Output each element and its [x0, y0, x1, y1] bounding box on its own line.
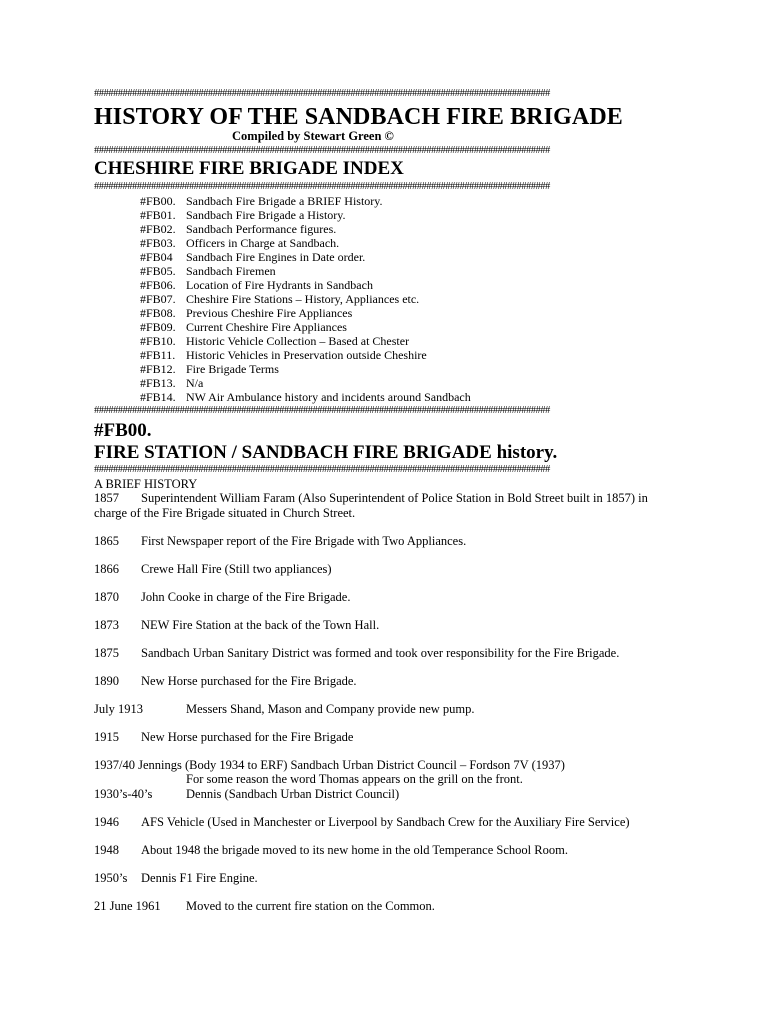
history-entry	[94, 702, 475, 717]
index-code: #FB03.	[140, 236, 176, 250]
history-text: Messers Shand, Mason and Company provide new pump.	[186, 702, 475, 716]
index-item	[140, 334, 471, 348]
history-year: 1890	[94, 674, 119, 688]
history-year: 1915	[94, 730, 119, 744]
index-code: #FB14.	[140, 390, 176, 404]
index-text: Sandbach Firemen	[186, 264, 276, 278]
index-item	[140, 236, 471, 250]
history-entry	[94, 843, 568, 858]
hash-separator: ################################################################################################	[94, 181, 550, 192]
index-item	[140, 320, 471, 334]
history-year: 1865	[94, 534, 119, 548]
history-text: Dennis (Sandbach Urban District Council)	[186, 787, 400, 801]
history-text: Dennis F1 Fire Engine.	[141, 871, 258, 885]
index-item	[140, 208, 471, 222]
index-code: #FB13.	[140, 376, 176, 390]
history-year: July 1913	[94, 702, 143, 716]
history-year: 1870	[94, 590, 119, 604]
document-title: HISTORY OF THE SANDBACH FIRE BRIGADE	[94, 104, 623, 130]
index-text: Location of Fire Hydrants in Sandbach	[186, 278, 373, 292]
history-year: 1930’s-40’s	[94, 787, 153, 801]
index-text: NW Air Ambulance history and incidents around Sandbach	[186, 390, 471, 404]
history-text: New Horse purchased for the Fire Brigade.	[141, 674, 357, 688]
index-text: Officers in Charge at Sandbach.	[186, 236, 340, 250]
index-item	[140, 306, 471, 320]
brief-history-label: A BRIEF HISTORY	[94, 477, 198, 491]
index-text: Sandbach Fire Brigade a BRIEF History.	[186, 194, 383, 208]
history-text: Moved to the current fire station on the Common.	[186, 899, 435, 913]
history-year: 1948	[94, 843, 119, 857]
index-code: #FB07.	[140, 292, 176, 306]
history-year: 1873	[94, 618, 119, 632]
history-entry	[94, 562, 332, 577]
hash-separator: ################################################################################################	[94, 145, 550, 156]
index-code: #FB12.	[140, 362, 176, 376]
index-text: Sandbach Fire Brigade a History.	[186, 208, 346, 222]
index-code: #FB01.	[140, 208, 176, 222]
history-entry	[94, 871, 258, 886]
history-text: AFS Vehicle (Used in Manchester or Liverpool by Sandbach Crew for the Auxiliary Fire Service)	[141, 815, 630, 829]
index-code: #FB00.	[140, 194, 176, 208]
index-text: Cheshire Fire Stations – History, Appliances etc.	[186, 292, 420, 306]
index-item	[140, 362, 471, 376]
section-title: FIRE STATION / SANDBACH FIRE BRIGADE history.	[94, 442, 558, 463]
history-text: Sandbach Urban Sanitary District was formed and took over responsibility for the Fire Brigade.	[141, 646, 620, 660]
history-text-continued: charge of the Fire Brigade situated in Church Street.	[94, 506, 356, 520]
index-text: Historic Vehicles in Preservation outside Cheshire	[186, 348, 427, 362]
index-title: CHESHIRE FIRE BRIGADE INDEX	[94, 158, 404, 179]
index-item	[140, 390, 471, 404]
history-entry	[94, 618, 379, 633]
index-item	[140, 292, 471, 306]
index-text: Previous Cheshire Fire Appliances	[186, 306, 353, 320]
history-text: New Horse purchased for the Fire Brigade	[141, 730, 354, 744]
history-year: 1950’s	[94, 871, 128, 885]
index-code: #FB04	[140, 250, 173, 264]
index-code: #FB06.	[140, 278, 176, 292]
history-text: First Newspaper report of the Fire Brigade with Two Appliances.	[141, 534, 467, 548]
index-text: Historic Vehicle Collection – Based at Chester	[186, 334, 410, 348]
history-year: 1866	[94, 562, 119, 576]
history-text-continued: For some reason the word Thomas appears on the grill on the front.	[186, 772, 523, 786]
history-entry	[94, 534, 466, 549]
history-text: About 1948 the brigade moved to its new home in the old Temperance School Room.	[141, 843, 568, 857]
history-year: 1875	[94, 646, 119, 660]
history-entry	[94, 899, 435, 914]
index-code: #FB09.	[140, 320, 176, 334]
history-entry	[94, 590, 350, 605]
index-text: Fire Brigade Terms	[186, 362, 279, 376]
index-list	[140, 194, 471, 404]
history-year: 21 June 1961	[94, 899, 161, 913]
index-code: #FB08.	[140, 306, 176, 320]
index-code: #FB11.	[140, 348, 176, 362]
index-item	[140, 376, 471, 390]
index-code: #FB05.	[140, 264, 176, 278]
index-item	[140, 348, 471, 362]
index-code: #FB02.	[140, 222, 176, 236]
index-code: #FB10.	[140, 334, 176, 348]
history-entry: 1937/40 Jennings (Body 1934 to ERF) Sandbach Urban District Council – Fordson 7V (1937)	[94, 758, 565, 772]
history-entry	[94, 646, 619, 661]
history-entry	[94, 730, 353, 745]
index-text: N/a	[186, 376, 204, 390]
index-text: Sandbach Performance figures.	[186, 222, 337, 236]
history-text: John Cooke in charge of the Fire Brigade.	[141, 590, 351, 604]
history-text: NEW Fire Station at the back of the Town Hall.	[141, 618, 380, 632]
index-item	[140, 278, 471, 292]
section-code: #FB00.	[94, 420, 152, 441]
history-year: 1857	[94, 491, 119, 505]
history-entry	[94, 491, 648, 506]
index-text: Current Cheshire Fire Appliances	[186, 320, 347, 334]
history-entry	[94, 787, 399, 802]
index-text: Sandbach Fire Engines in Date order.	[186, 250, 366, 264]
history-entry	[94, 674, 357, 689]
index-item	[140, 264, 471, 278]
compiled-by: Compiled by Stewart Green ©	[232, 129, 394, 143]
hash-separator: ################################################################################################	[94, 405, 550, 416]
index-item	[140, 250, 471, 264]
history-text: Superintendent William Faram (Also Superintendent of Police Station in Bold Street built in 1857) in	[141, 491, 648, 505]
index-item	[140, 222, 471, 236]
hash-separator: ################################################################################################	[94, 88, 550, 99]
history-entry	[94, 815, 630, 830]
history-text: Crewe Hall Fire (Still two appliances)	[141, 562, 332, 576]
hash-separator: ################################################################################################	[94, 464, 550, 475]
history-year: 1946	[94, 815, 119, 829]
index-item	[140, 194, 471, 208]
